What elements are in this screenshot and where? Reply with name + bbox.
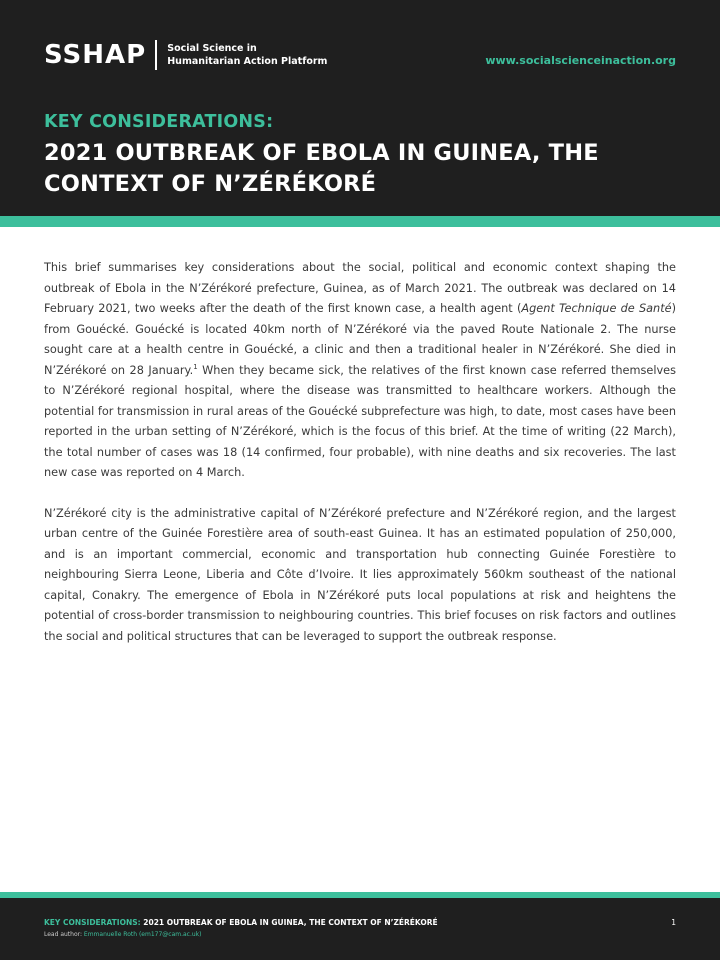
header-accent-bar [0, 216, 720, 227]
page-title: 2021 OUTBREAK OF EBOLA IN GUINEA, THE CONTEXT OF N’ZÉRÉKORÉ [44, 140, 599, 197]
website-link[interactable]: www.socialscienceinaction.org [485, 54, 676, 67]
footer-author-label: Lead author: [44, 931, 84, 938]
context-paragraph: N’Zérékoré city is the administrative capital of N’Zérékoré prefecture and N’Zérékoré region, and the largest urban centre of the Guinée Forestière area of south-east Guinea. It has an estimated population of 250,000, and is an important commercial, economic and transportation hub connecting Guinée Forestière to neighbouring Sierra Leone, Liberia and Côte d’Ivoire. It lies approximately 560km southeast of the national capital, Conakry. The emergence of Ebola in N’Zérékoré puts local populations at risk and heightens the potential of cross-border transmission to neighbouring countries. This brief focuses on risk factors and outlines the social and political structures that can be leveraged to support the outbreak response. [44, 506, 676, 643]
footer-kicker: KEY CONSIDERATIONS: [44, 918, 141, 927]
footer-author-email[interactable]: Emmanuelle Roth (em177@cam.ac.uk) [83, 931, 202, 938]
page-header [0, 0, 720, 216]
logo-divider [155, 40, 157, 70]
footer-author [44, 931, 202, 938]
intro-text-part1: This brief summarises key considerations about the social, political and economic context shaping the outbreak of Ebola in the N’Zérékoré prefecture, Guinea, as of March 2021. The outbreak was declared on 14 February 2021, two weeks after the death of the first known case, a health agent ( [44, 261, 676, 315]
brief-body [44, 258, 676, 647]
intro-paragraph [44, 258, 676, 484]
page-number: 1 [671, 918, 676, 927]
footer-running-title [44, 918, 438, 927]
intro-text-part3: When they became sick, the relatives of the first known case referred themselves to N’Zérékoré regional hospital, where the disease was transmitted to healthcare workers. Although the potential for transmission in rural areas of the Gouécké subprefecture was high, to date, most cases have been reported in the urban setting of N’Zérékoré, which is the focus of this brief. At the time of writing (22 March), the total number of cases was 18 (14 confirmed, four probable), with nine deaths and six recoveries. The last new case was reported on 4 March. [44, 363, 676, 479]
page-footer [0, 898, 720, 960]
header-kicker: KEY CONSIDERATIONS: [44, 112, 274, 132]
intro-text-part2: ) from Gouécké. Gouécké is located 40km north of N’Zérékoré via the paved Route Nationale 2. The nurse sought care at a health centre in Gouécké, a clinic and then a traditional healer in N’Zérékoré. She died in N’Zérékoré on 28 January. [44, 302, 677, 377]
logo-tagline-line2: Humanitarian Action Platform [167, 56, 328, 67]
logo-wordmark: SSHAP [44, 40, 147, 70]
footer-title: 2021 OUTBREAK OF EBOLA IN GUINEA, THE CONTEXT OF N’ZÉRÉKORÉ [140, 918, 438, 927]
logo-tagline [167, 42, 357, 68]
agent-title: Agent Technique de Santé [521, 302, 672, 315]
footnote-reference[interactable]: 1 [193, 362, 198, 371]
sshap-logo [44, 38, 357, 72]
logo-tagline-line1: Social Science in [167, 43, 257, 54]
